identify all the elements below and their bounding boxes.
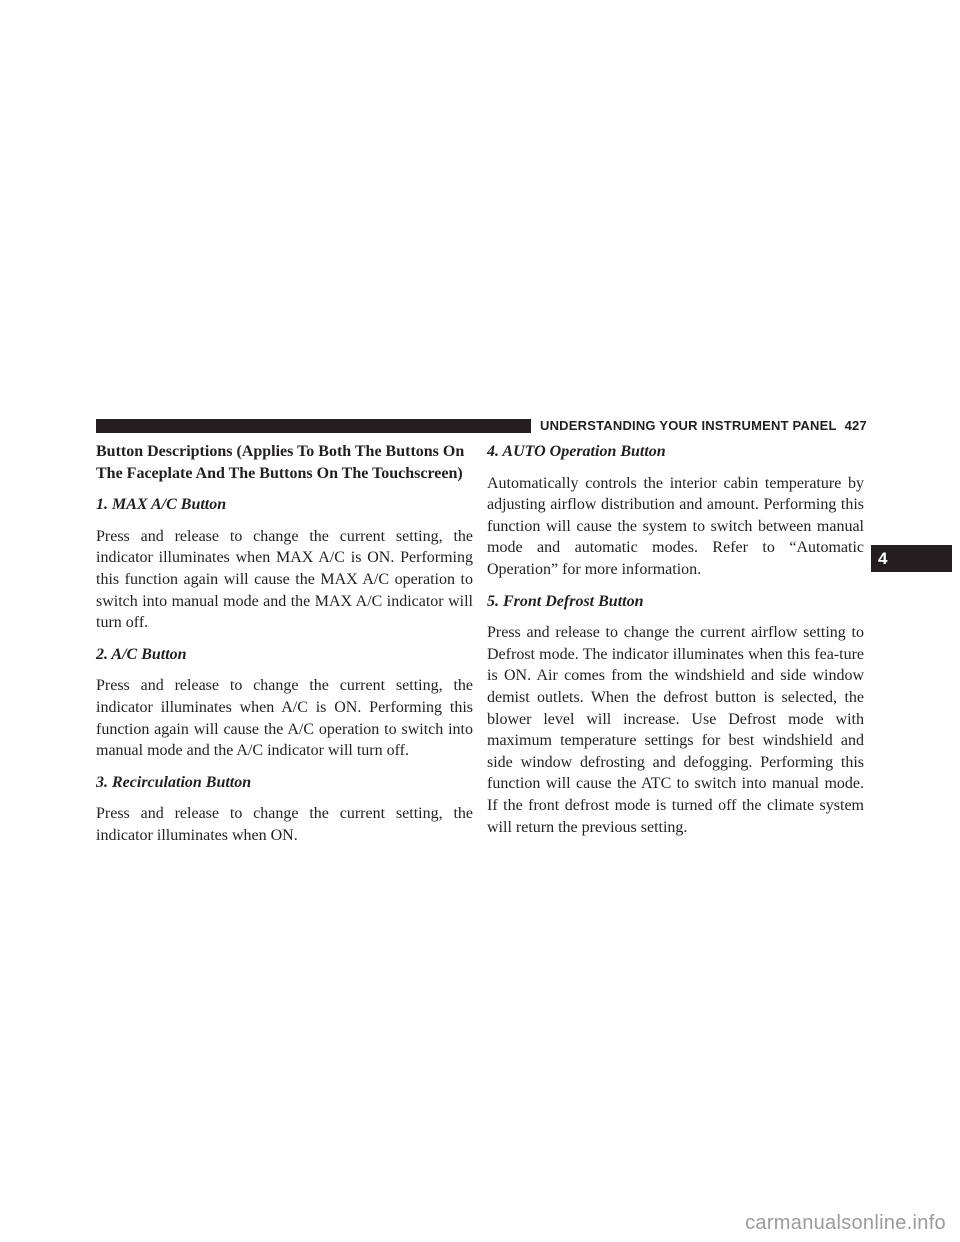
max-ac-button-title: 1. MAX A/C Button bbox=[96, 496, 227, 514]
ac-button-description: Press and release to change the current setting, the indicator illuminates when A/C is ON. Performing this function again will cause the A/C operation to switch into manual mode and the A/C indicator will turn off. bbox=[96, 677, 473, 760]
auto-operation-button-description: Automatically controls the interior cabin temperature by adjusting airflow distribution and amount. Performing this function will cause the system to switch between manual mode and automatic modes. Refer to “Automatic Operation” for more information. bbox=[487, 474, 864, 578]
ac-button-title: 2. A/C Button bbox=[96, 645, 187, 663]
auto-operation-button-title: 4. AUTO Operation Button bbox=[487, 443, 666, 460]
left-column bbox=[96, 441, 473, 857]
chapter-tab: 4 bbox=[871, 545, 952, 572]
front-defrost-button-title: 5. Front Defrost Button bbox=[487, 592, 644, 610]
recirculation-button-title: 3. Recirculation Button bbox=[96, 773, 252, 791]
watermark-text: carmanualsonline.info bbox=[745, 1212, 946, 1234]
section-heading: Button Descriptions (Applies To Both The Buttons On The Faceplate And The Buttons On The Touchscreen) bbox=[96, 443, 465, 482]
header-rule bbox=[96, 419, 531, 433]
right-column bbox=[487, 441, 864, 848]
header-title: UNDERSTANDING YOUR INSTRUMENT PANEL bbox=[540, 418, 837, 433]
max-ac-button-description: Press and release to change the current setting, the indicator illuminates when MAX A/C is ON. Performing this function again will cause the MAX A/C operation to switch into manual mode and the MAX A/C indicator will turn off. bbox=[96, 527, 473, 632]
recirculation-button-description: Press and release to change the current setting, the indicator illuminates when ON. bbox=[96, 805, 473, 844]
running-header bbox=[540, 418, 867, 434]
page-number: 427 bbox=[844, 418, 867, 433]
front-defrost-button-description: Press and release to change the current airflow setting to Defrost mode. The indicator illuminates when this fea-ture is ON. Air comes from the windshield and side window demist outlets. When the defrost button is selected, the blower level will increase. Use Defrost mode with maximum temperature settings for best windshield and side window defrosting and defogging. Performing this function will cause the ATC to switch into manual mode. If the front defrost mode is turned off the climate system will return the previous setting. bbox=[487, 624, 864, 836]
